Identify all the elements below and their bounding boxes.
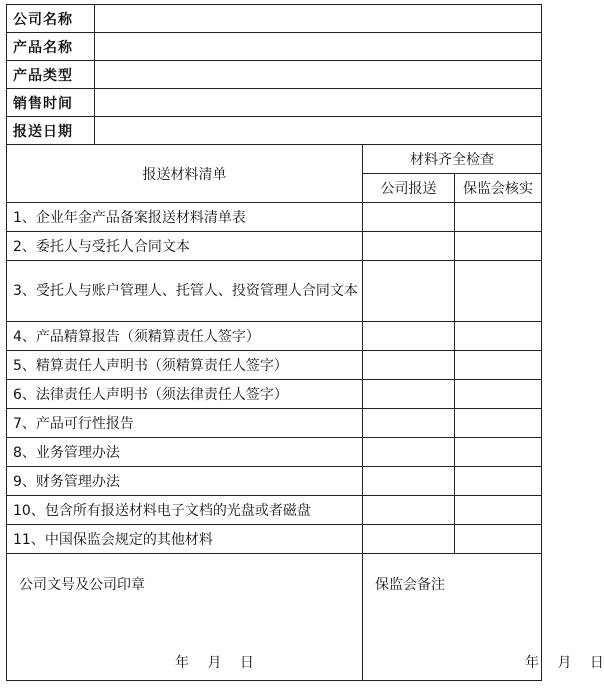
field-value-submit-date[interactable] (95, 117, 542, 145)
regulator-check-cell[interactable] (455, 232, 542, 261)
checklist-row (7, 496, 542, 525)
checklist-item: 1、企业年金产品备案报送材料清单表 (7, 203, 363, 232)
checklist-item: 2、委托人与受托人合同文本 (7, 232, 363, 261)
checklist-row (7, 351, 542, 380)
checklist-header-row-1 (7, 145, 542, 174)
checklist-row (7, 232, 542, 261)
field-value-company-name[interactable] (95, 5, 542, 33)
regulator-check-cell[interactable] (455, 438, 542, 467)
checklist-item: 9、财务管理办法 (7, 467, 363, 496)
company-check-cell[interactable] (363, 380, 455, 409)
footer-row (7, 554, 542, 681)
field-row-company-name (7, 5, 542, 33)
checklist-row (7, 438, 542, 467)
regulator-note-label: 保监会备注 (375, 577, 445, 593)
regulator-check-cell[interactable] (455, 380, 542, 409)
checklist-row (7, 409, 542, 438)
checklist-row (7, 261, 542, 322)
check-group-header: 材料齐全检查 (363, 145, 542, 174)
company-seal-label: 公司文号及公司印章 (19, 577, 145, 593)
checklist-row (7, 467, 542, 496)
checklist-row (7, 322, 542, 351)
regulator-date-placeholder: 年 月 日 (525, 655, 604, 671)
field-row-sales-time (7, 89, 542, 117)
field-value-product-name[interactable] (95, 33, 542, 61)
regulator-check-cell[interactable] (455, 351, 542, 380)
filing-table (6, 4, 604, 681)
regulator-check-cell[interactable] (455, 525, 542, 554)
company-check-cell[interactable] (363, 351, 455, 380)
checklist-item: 11、中国保监会规定的其他材料 (7, 525, 363, 554)
field-row-submit-date (7, 117, 542, 145)
col-header-regulator: 保监会核实 (455, 174, 542, 203)
checklist-item: 5、精算责任人声明书（须精算责任人签字） (7, 351, 363, 380)
company-check-cell[interactable] (363, 467, 455, 496)
regulator-check-cell[interactable] (455, 322, 542, 351)
checklist-item: 6、法律责任人声明书（须法律责任人签字） (7, 380, 363, 409)
checklist-row (7, 203, 542, 232)
checklist-row (7, 525, 542, 554)
regulator-note-box[interactable] (363, 554, 604, 681)
regulator-check-cell[interactable] (455, 496, 542, 525)
field-value-product-type[interactable] (95, 61, 542, 89)
field-label-product-type: 产品类型 (7, 61, 95, 89)
checklist-item: 7、产品可行性报告 (7, 409, 363, 438)
checklist-item: 8、业务管理办法 (7, 438, 363, 467)
checklist-row (7, 380, 542, 409)
field-row-product-name (7, 33, 542, 61)
field-label-sales-time: 销售时间 (7, 89, 95, 117)
company-check-cell[interactable] (363, 232, 455, 261)
company-seal-box[interactable] (7, 554, 363, 681)
company-check-cell[interactable] (363, 525, 455, 554)
company-date-placeholder: 年 月 日 (175, 655, 254, 671)
company-check-cell[interactable] (363, 203, 455, 232)
checklist-item: 3、受托人与账户管理人、托管人、投资管理人合同文本 (7, 261, 363, 322)
field-label-product-name: 产品名称 (7, 33, 95, 61)
company-check-cell[interactable] (363, 438, 455, 467)
checklist-title: 报送材料清单 (7, 145, 363, 203)
regulator-check-cell[interactable] (455, 203, 542, 232)
field-row-product-type (7, 61, 542, 89)
company-check-cell[interactable] (363, 496, 455, 525)
field-value-sales-time[interactable] (95, 89, 542, 117)
checklist-item: 10、包含所有报送材料电子文档的光盘或者磁盘 (7, 496, 363, 525)
company-check-cell[interactable] (363, 322, 455, 351)
col-header-company: 公司报送 (363, 174, 455, 203)
field-label-company-name: 公司名称 (7, 5, 95, 33)
company-check-cell[interactable] (363, 261, 455, 322)
regulator-check-cell[interactable] (455, 261, 542, 322)
company-check-cell[interactable] (363, 409, 455, 438)
regulator-check-cell[interactable] (455, 467, 542, 496)
field-label-submit-date: 报送日期 (7, 117, 95, 145)
checklist-item: 4、产品精算报告（须精算责任人签字） (7, 322, 363, 351)
regulator-check-cell[interactable] (455, 409, 542, 438)
